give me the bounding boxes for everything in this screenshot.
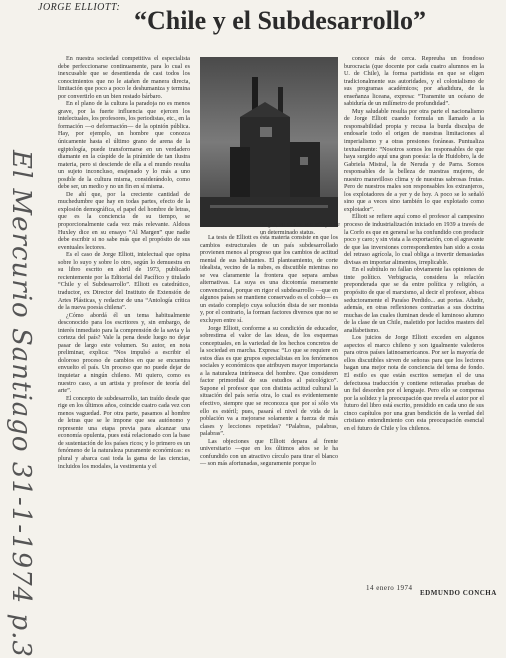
paragraph: Es el caso de Jorge Elliott, intelectual que opina sobre lo suyo y sobre lo otro, según lo demuestra en su libro escrito en abril de 1973, publicado recientemente por la Editorial del Pacífico y titulado “Chile y el Subdesarrollo”. Elliott es catedrático, traductor, ex Director del Instituto de Extensión de Artes Plásticas, y redactor de una “Antología crítica de la nueva poesía chilena”. [58,252,190,312]
article-title: “Chile y el Subdesarrollo” [133,6,427,35]
paragraph: conoce más de cerca. Repreuba un frondoso burocracia (que docente por cada cuatro alumnos en la U. de Chile), la forma partidista en que se eligen tradicionalmente sus autoridades, y el colonialismo de sus programas académicos; por añadidura, de la enseñanza liceana, expresa: “Transmite un océano de sabiduría de un milímetro de profundidad”. [344,56,484,108]
paragraph: Los juicios de Jorge Elliott exceden en algunos aspectos el marco chileno y son igualmente valederos para otros países latinoamericanos. Por ser la mayoría de ellos discutibles sirven de señoras para que los lectores hagan una mejor nota de conciencia del tema de fondo. El estilo es que están escritos semejan el de una defectuosa traducción y contiene reiteradas pruebas de un fiel desorden por el lenguaje. Pero ello se compensa por la solidez y la preocupación que revela el autor por el futuro del libro está escrito, presidido en cada uno de sus cinco capítulos por una gran bendición de la verdad del cristiano entendimiento con esta preocupación esencial en el futuro de Chile y los chilenos. [344,335,484,432]
paragraph: El concepto de subdesarrollo, tan traído desde que rige en los últimos años, coincide cuatro cada vez con menos vaguedad. Por otra parte, pasamos al hombre de letras que se le impone que sea autónomo y represente una etapa previa para alcanzar una economía opulenta, pues está relacionado con la base de sustentación de los países ricos; y lo primero es un fenómeno de la naturaleza puramente económicas: es plural y abarca casi toda la gama de las ciencias, incluidos los modales, la vestimenta y el [58,395,190,470]
text-column-3 [344,56,484,433]
signature: EDMUNDO CONCHA [420,589,497,597]
paragraph: En el plano de la cultura la paradoja no es menos grave, por la fuerte influencia que ejercen los intelectuales, los profesores, los periodistas, etc., en la formación —o deformación— de la opinión pública. Hay, por ejemplo, un hombre que conozca únicamente hasta el último grano de arena de la egiptología, puede transformarse en un verdadero diamante en la cúspide de la pirámide de tan ilustra materia, pero si desciende de ella a el mundo resulta un sujeto inconcluso, enajenado y lo más a uno posible de la cultura misma, considerándolo, como debe ser, un medio y no un fin en sí misma. [58,101,190,191]
industrial-photo [200,57,338,227]
photo-caption: lengua, en cuanto son reflejos de un determinado status. [260,222,340,236]
paragraph: La tesis de Elliott es ésta materia consiste en que los cambios estructurales de un país subdesarrollado provienen menos al progreso que los cambios de actitud mental de sus habitantes. El planteamiento, de corte idealista, vecino de la nubes, es discutible mientras no se vea claramente la frontera que separa ambas alternativas. La suya es una dicotomía meramente convencional, porque en rigor el subdesarrollo —que en algunos países se mantiene conservado es el cobdo— es un estado complejo cuya solución dista de ser monista y, por el contrario, la forman factores diversos que no se excluyen entre sí. [200,235,338,325]
author-kicker: JORGE ELLIOTT: [38,2,121,13]
paragraph: En el subtítulo no fallan obviamente las opiniones de tinte político. Verbigracia, considera la relación preponderada que se da entre política y religión, a propósito de que el marxismo, al decir el profesor, abisca seductoramente el Paraíso Perdido... aut portas. Añadir, además, en otras reflexiones contrarias a sus doctrina muchas de las cuales iluminan desde el luminoso alumno de la clase de un Chile, maletido por lucidos masters del analfabetismo. [344,267,484,334]
publication-date: 14 enero 1974 [366,584,413,592]
text-column-1 [58,56,190,471]
text-column-2 [200,235,338,469]
paragraph: Muy saludable resulta por otra parte el nacionalismo de Jorge Elliott cuando formula un llamado a la responsabilidad propia y recusa la burda disculpa de endosarle todo el origen de nuestras limitaciones al imperialismo y a otras presiones foráneas. Puntualiza textualmente: “Nosotros somos los responsables de que haya surgido aquí una gran poesía: la de Huidobro, la de Gabriela Mistral, la de Neruda y de Parra. Somos responsables de la belleza de nuestras mujeres, de nuestro maravilloso clima y de nuestras sabrosas frutas. Pero de nuestros males son responsables los extranjeros, los explotadores de a yer y de hoy. A poco se lo señaló sino que a veces sino también lo que explotado como explotador”. [344,108,484,213]
paragraph: ¿Cómo abordá él un tema habitualmente desconocido para los escritores y, sin embargo, de interés inmediato para la comprensión de la savia y la corteza del país? Vale la pena desde luego no dejar pasar de largo este volumen. Su autor, en nota preliminar, explica: “Nos impulsó a escribir el doloroso proceso de cambios en que se encuentra envuelto el país. Un proceso que no puede dejar de inquietar a ningún chileno. Mi quiero, como es nuestro caso, a un artista y profesor de teoría del arte”. [58,312,190,395]
paragraph: Las objeciones que Elliott depara al frente universitario —que en los últimos años se le ha confundido con un atractivo círculo para tirar el blanco— son más afortunadas, seguramente porque lo [200,438,338,468]
paragraph: Elliott se refiere aquí como el profesor al campesino proceso de industrialización iniciado en 1939 a través de la Corfo es que en general se ha confundido con producir poco y caro; y sin vista a la exportación, con el agravante de que las inversiones correspondientes han sido a costa del retraso agrícola, lo cual obliga a invertir demasiadas divisas en importar alimentos, irreplicable. [344,214,484,266]
handwritten-margin-note: El Mercurio Santiago 31-1-1974 p.3 [6,150,36,658]
paragraph: Jorge Elliott, conforme a su condición de educador, sobrestima el valor de las ideas, de los esquemas conceptuales, en la variedad de los hechos concretos de la sociedad en marcha. Expresa: “Lo que se requiere en estos días es que grupos especialistas en los fenómenos sociales y económicos que atribuyen mayor importancia a la naturaleza intrínseca del hombre. Que consideren factor primordial de sus estudios al psicológico”. Supone el profesor que con distinta actitud cultural la situación del país sería otra, lo cual es evidentemente efectivo, siempre que se reconozca que por sí sólo vis ello es estéril; pues, pasará el nivel de vida de la población va a mejorarse solamente a fuerza de más clases y lecciones repetidas? “Palabras, palabras, palabras”. [200,325,338,438]
paragraph: En nuestra sociedad competitiva el especialista debe perfeccionarse continuamente, para lo cual es inexcusable que se desentienda de casi todos los conocimientos que no le atañen de manera directa, limitación que poco a poco le deshumaniza y termina por convertirlo en un bien restado bárbaro. [58,56,190,100]
paragraph: De ahí que, por la creciente cantidad de muchedumbre que hay en todas partes, efecto de la explosión demográfica, el papel del hombre de letras, que es la conciencia de su tiempo, se proporcionalmente cada vez más relevante. Aldous Huxley dice en su ensayo “Al Margen” que nadie debe escribir si no sabe más que el propósito de sus eventuales lectores. [58,191,190,251]
